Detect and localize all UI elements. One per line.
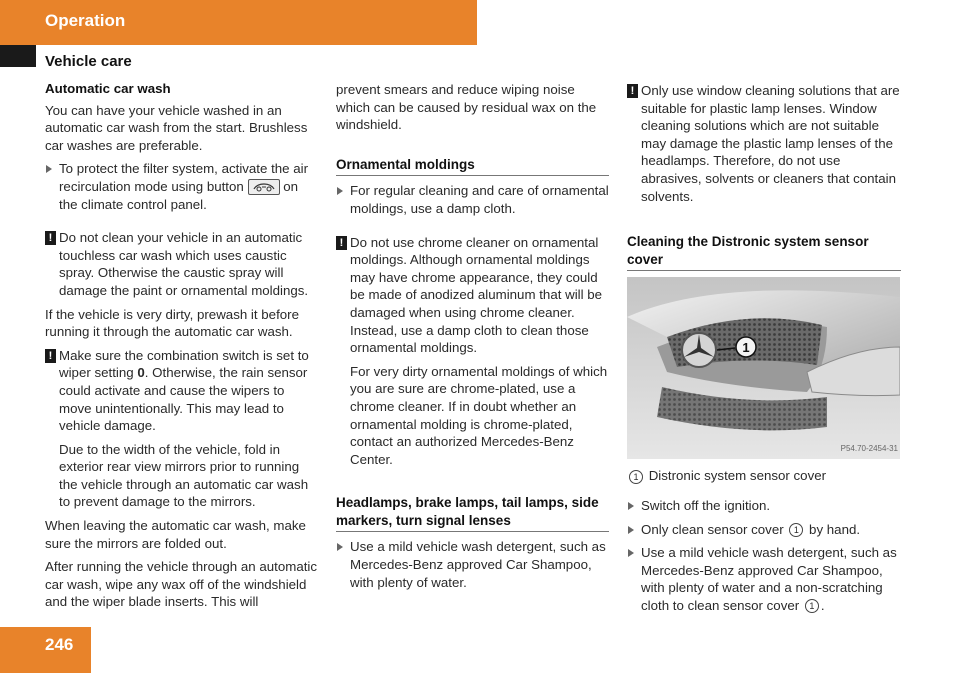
paragraph: prevent smears and reduce wiping noise which can be caused by residual wax on the windshield. <box>336 82 597 133</box>
paragraph: You can have your vehicle washed in an automatic car wash from the start. Brushless car washes are preferable. <box>45 102 308 153</box>
triangle-right-icon <box>628 502 634 510</box>
header-title: Operation <box>45 11 126 30</box>
warning-note: ! Do not clean your vehicle in an automatic touchless car wash which uses caustic spray. Otherwise the caustic spray will damage the paint or ornamental moldings. <box>45 229 320 299</box>
photo-code: P54.70-2454-31 <box>840 443 898 453</box>
page-number-box <box>0 627 91 673</box>
air-recirculation-icon <box>248 179 280 195</box>
car-front-illustration <box>627 277 900 459</box>
paragraph: After running the vehicle through an automatic car wash, wipe any wax off of the windshield and the wiper blade inserts. This will <box>45 559 318 610</box>
vehicle-front-photo <box>627 277 900 459</box>
warning-continuation: For very dirty ornamental moldings of which you are sure are chrome-plated, use a chrome cleaner. If in doubt whether an ornamental molding is chrome-plated, contact an authorized Mercedes-Benz Center. <box>350 363 608 467</box>
heading-automatic-car-wash: Automatic car wash <box>45 81 171 96</box>
triangle-right-icon <box>628 526 634 534</box>
header-bar <box>0 0 477 45</box>
callout-number: 1 <box>742 340 750 356</box>
heading-distronic-sensor: Cleaning the Distronic system sensor cover <box>627 233 901 271</box>
column-2 <box>336 81 609 597</box>
side-tab <box>0 45 36 67</box>
paragraph: If the vehicle is very dirty, prewash it before running it through the automatic car wash. <box>45 306 299 340</box>
paragraph: When leaving the automatic car wash, make sure the mirrors are folded out. <box>45 518 306 551</box>
triangle-right-icon <box>46 165 52 173</box>
step-item: Switch off the ignition. <box>627 497 901 515</box>
column-1 <box>45 80 320 617</box>
exclamation-icon: ! <box>336 236 347 250</box>
callout-marker: 1 <box>789 523 803 537</box>
page-number: 246 <box>45 635 74 654</box>
step-item: For regular cleaning and care of ornamental moldings, use a damp cloth. <box>336 182 609 217</box>
exclamation-icon: ! <box>45 349 56 363</box>
step-item: Only clean sensor cover 1 by hand. <box>627 521 901 539</box>
warning-note: ! Make sure the combination switch is set to wiper setting 0. Otherwise, the rain sensor could activate and cause the wipers to move unintentionally. This may lead to vehicle damage. <box>45 347 320 435</box>
triangle-right-icon <box>337 543 343 551</box>
exclamation-icon: ! <box>45 231 56 245</box>
warning-note: ! Only use window cleaning solutions that are suitable for plastic lamp lenses. Window cleaning solutions which are not suitable may damage the plastic lamp lenses of the headlamps. Therefore, do not use abrasives, solvents or cleaners that contain solvents. <box>627 82 901 205</box>
step-item: Use a mild vehicle wash detergent, such as Mercedes-Benz approved Car Shampoo, with plenty of water and a non-scratching cloth to clean sensor cover 1 . <box>627 544 901 614</box>
step-item: To protect the filter system, activate the air recirculation mode using button on the climate control panel. <box>45 160 320 213</box>
warning-continuation: Due to the width of the vehicle, fold in exterior rear view mirrors prior to running the vehicle through an automatic car wash to prevent damage to the mirrors. <box>59 441 309 510</box>
heading-ornamental-moldings: Ornamental moldings <box>336 156 609 177</box>
triangle-right-icon <box>628 549 634 557</box>
callout-marker: 1 <box>629 470 643 484</box>
caption: 1 Distronic system sensor cover <box>627 467 901 485</box>
step-item: Use a mild vehicle wash detergent, such as Mercedes-Benz approved Car Shampoo, with plenty of water. <box>336 538 609 591</box>
callout-marker: 1 <box>805 599 819 613</box>
warning-note: ! Do not use chrome cleaner on ornamental moldings. Although ornamental moldings may have chrome appearance, they could be made of anodized aluminum that will be damaged when using chrome cleaner. Instead, use a damp cloth to clean those ornamental moldings. <box>336 234 609 357</box>
triangle-right-icon <box>337 187 343 195</box>
heading-headlamps: Headlamps, brake lamps, tail lamps, side markers, turn signal lenses <box>336 494 609 532</box>
section-title: Vehicle care <box>45 53 132 70</box>
column-3 <box>627 82 901 621</box>
exclamation-icon: ! <box>627 84 638 98</box>
